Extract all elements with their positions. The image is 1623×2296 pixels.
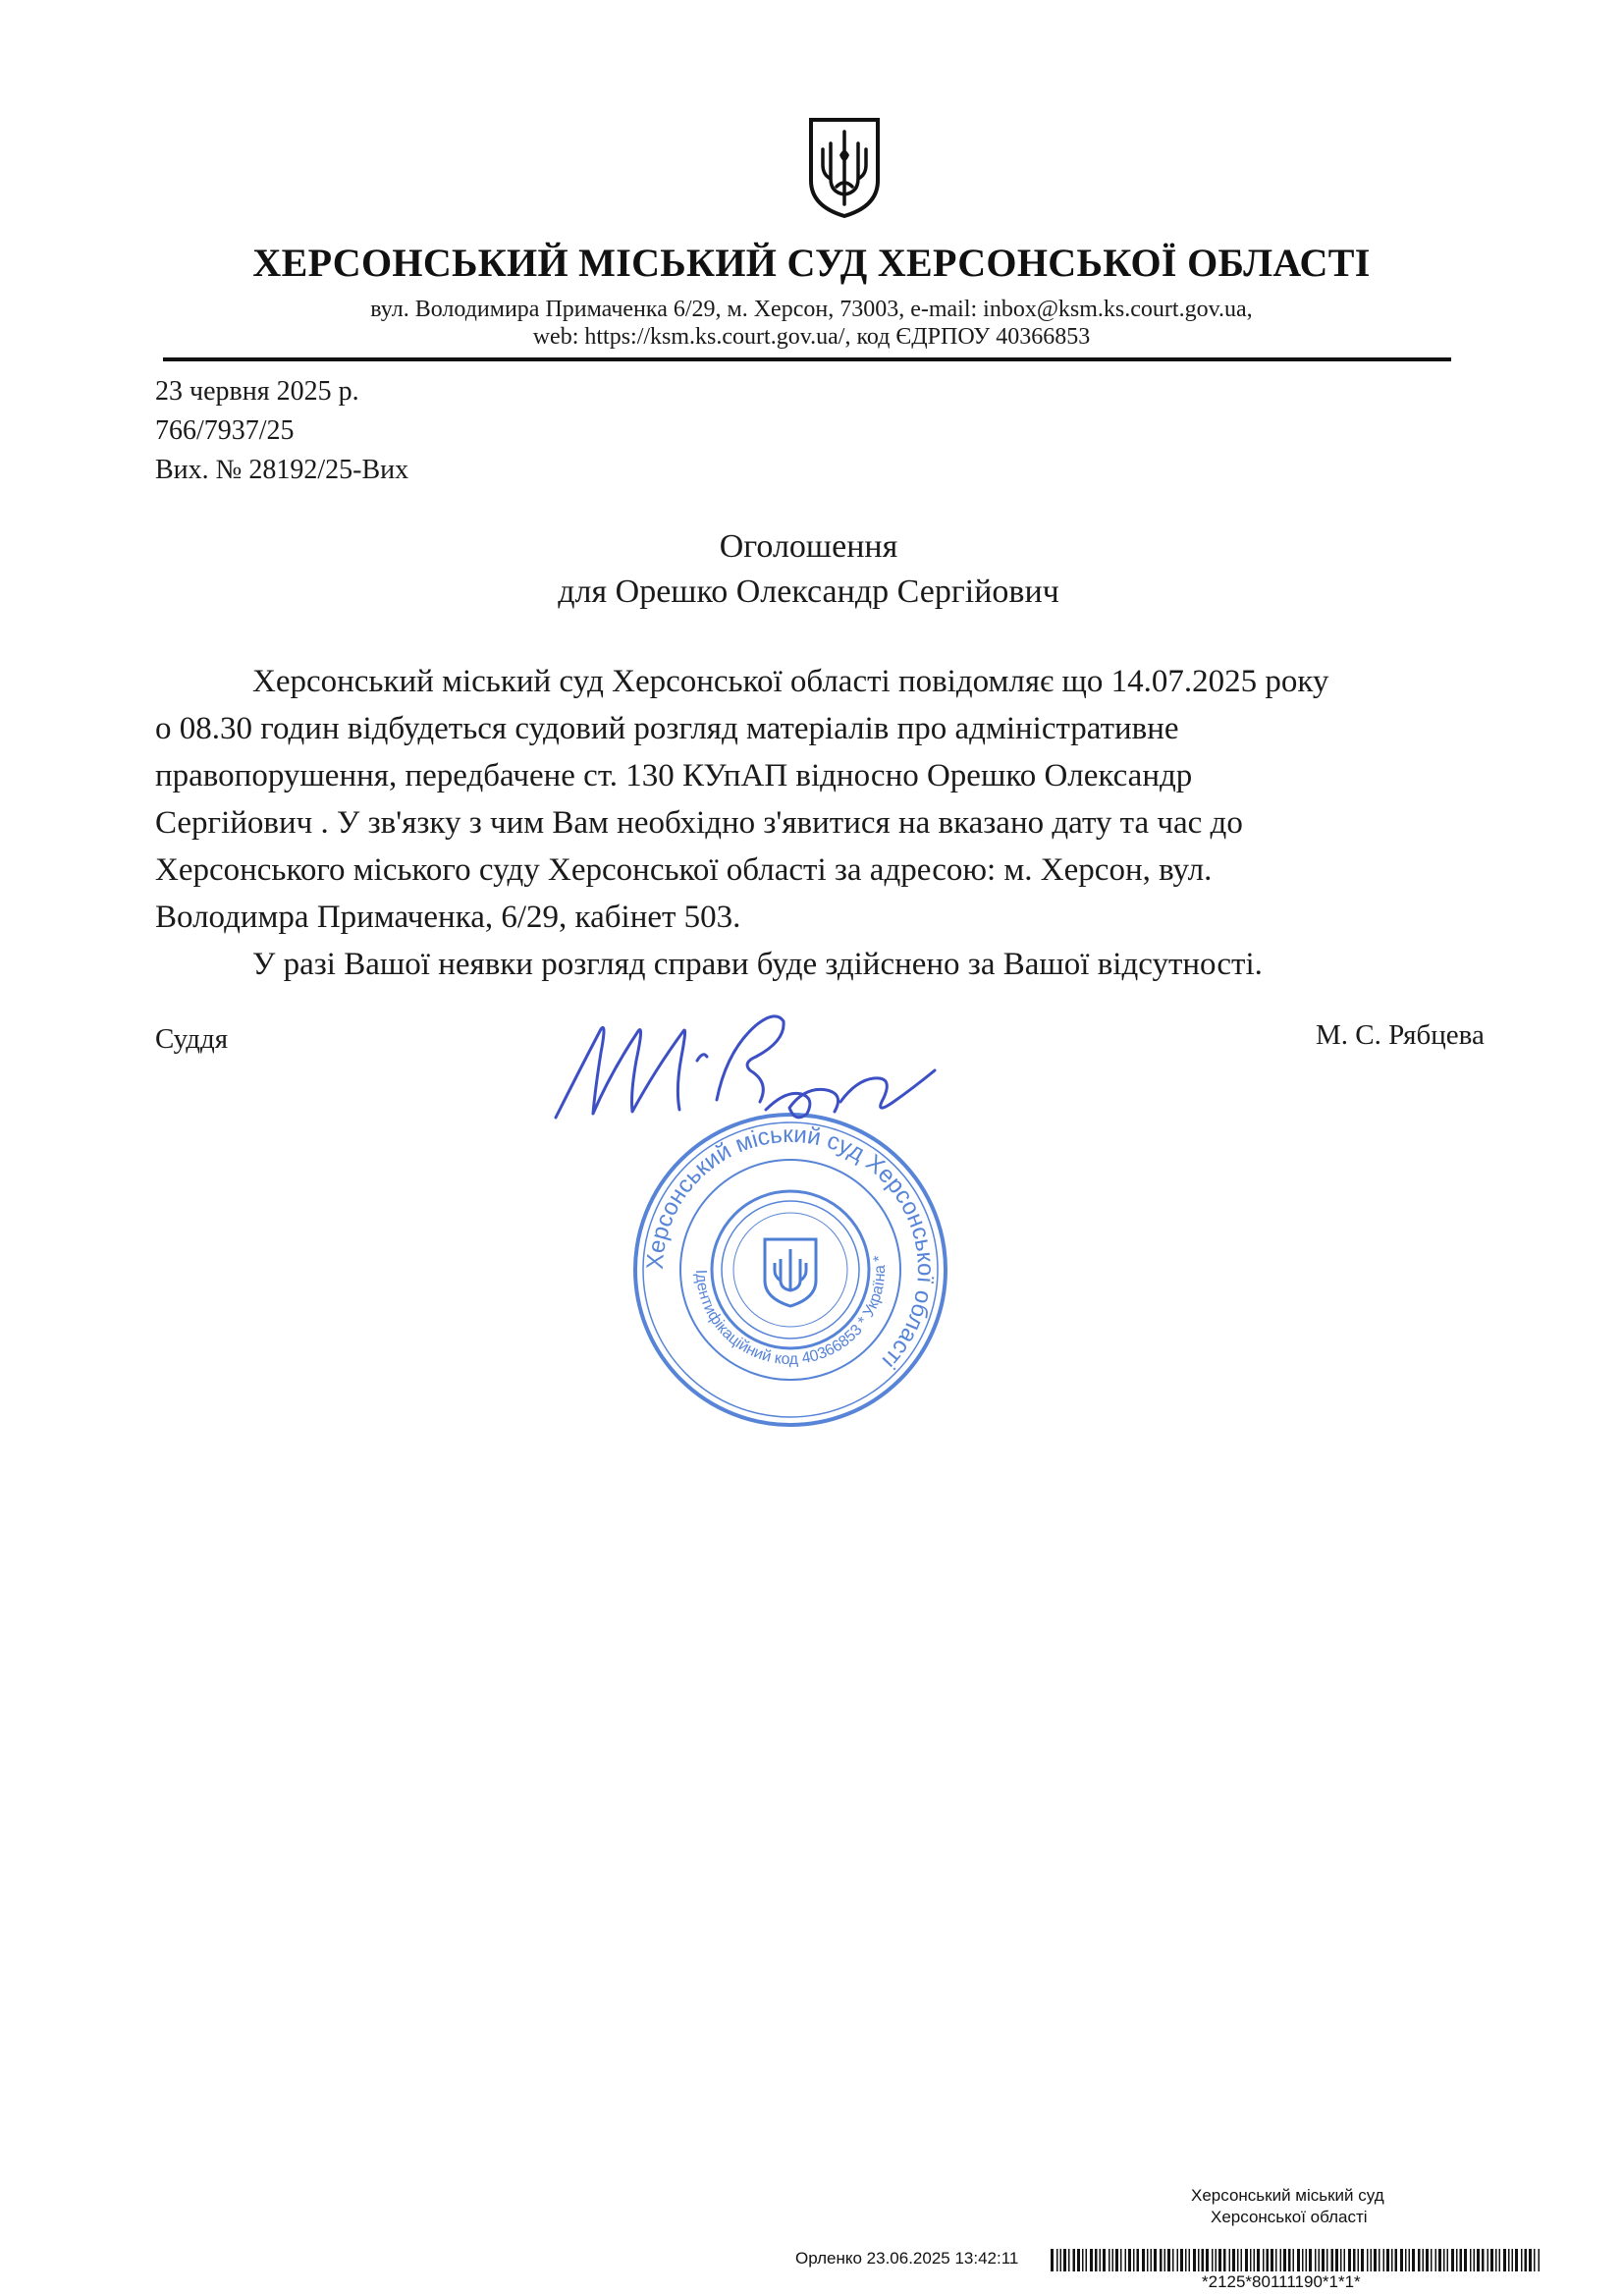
header-divider xyxy=(163,357,1451,361)
body-line: Херсонський міський суд Херсонської області повідомляє що 14.07.2025 року xyxy=(252,664,1329,699)
court-address-line: вул. Володимира Примаченка 6/29, м. Херсон, 73003, e-mail: inbox@ksm.ks.court.gov.ua, xyxy=(370,297,1253,322)
body-line: о 08.30 годин відбудеться судовий розгляд матеріалів про адміністративне xyxy=(155,711,1179,746)
signature-role: Суддя xyxy=(155,1023,229,1055)
registration-barcode xyxy=(1051,2249,1543,2271)
footer-barcode-text: *2125*80111190*1*1* xyxy=(1202,2272,1361,2291)
document-date: 23 червня 2025 р. xyxy=(155,376,359,407)
svg-text:Ідентифікаційний код 40366853: Ідентифікаційний код 40366853 * Україна * xyxy=(691,1254,890,1369)
court-web-line: web: https://ksm.ks.court.gov.ua/, код ЄДРПОУ 40366853 xyxy=(532,324,1091,350)
body-line: Володимра Примаченка, 6/29, кабінет 503. xyxy=(155,900,741,935)
body-line: правопорушення, передбачене ст. 130 КУпАП відносно Орешко Олександр xyxy=(155,758,1193,793)
body-line: Сергійович . У зв'язку з чим Вам необхідно з'явитися на вказано дату та час до xyxy=(155,805,1243,841)
svg-text:Херсонський міський суд Херсон: Херсонський міський суд Херсонської області xyxy=(641,1121,940,1375)
handwritten-signature xyxy=(550,992,943,1149)
announcement-recipient: для Орешко Олександр Сергійович xyxy=(558,574,1059,610)
body-line: Херсонського міського суду Херсонської області за адресою: м. Херсон, вул. xyxy=(155,852,1213,888)
court-name-heading: ХЕРСОНСЬКИЙ МІСЬКИЙ СУД ХЕРСОНСЬКОЇ ОБЛАСТІ xyxy=(252,241,1371,285)
body-line: У разі Вашої неявки розгляд справи буде здійснено за Вашої відсутності. xyxy=(252,947,1263,982)
announcement-title: Оголошення xyxy=(719,528,898,565)
footer-org-line-1: Херсонський міський суд xyxy=(1191,2186,1384,2205)
coat-of-arms-icon xyxy=(807,116,882,220)
footer-operator-timestamp: Орленко 23.06.2025 13:42:11 xyxy=(795,2249,1019,2268)
court-stamp-seal xyxy=(624,1104,956,1436)
signature-name: М. С. Рябцева xyxy=(1316,1019,1485,1051)
case-number: 766/7937/25 xyxy=(155,415,295,446)
footer-org-line-2: Херсонської області xyxy=(1211,2208,1368,2226)
outgoing-number: Вих. № 28192/25-Вих xyxy=(155,455,409,485)
